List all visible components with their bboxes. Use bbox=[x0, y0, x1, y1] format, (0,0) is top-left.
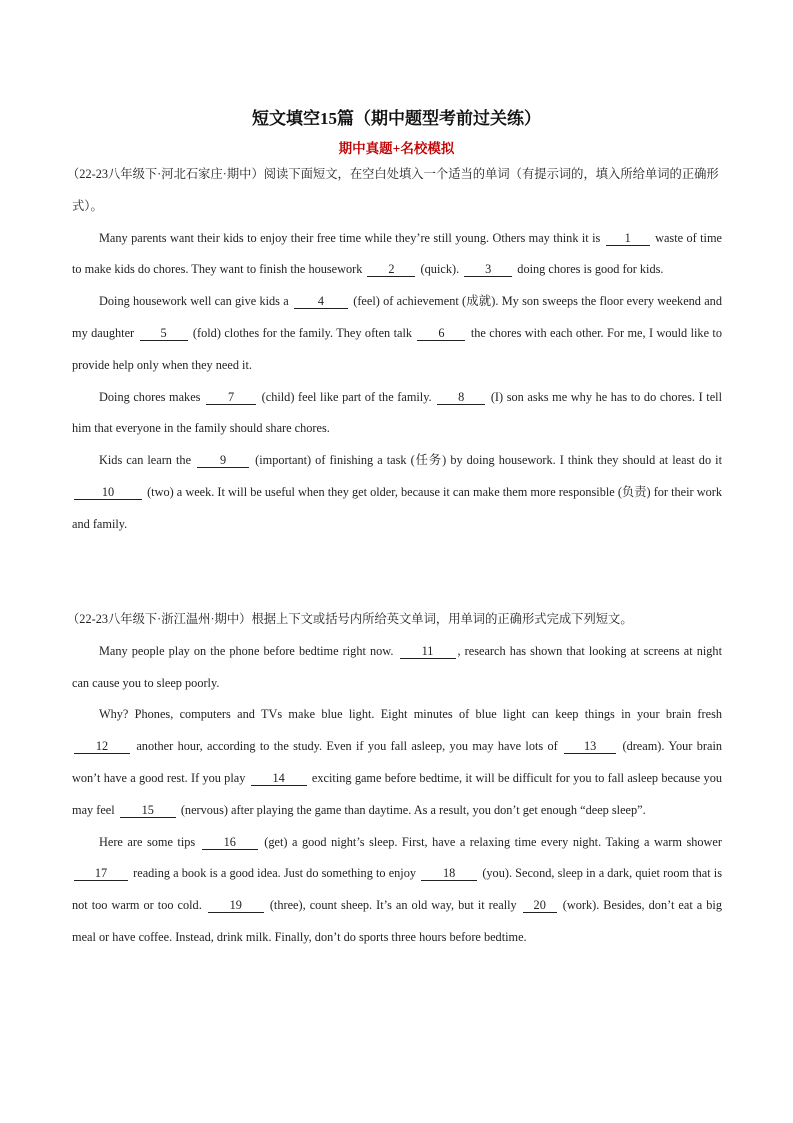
answer-blank[interactable]: 2 bbox=[367, 262, 415, 277]
answer-blank[interactable]: 3 bbox=[464, 262, 512, 277]
answer-blank[interactable]: 10 bbox=[74, 485, 142, 500]
text-run: (dream). Your brain won’t have a good rest. If you play bbox=[72, 739, 723, 785]
passage-1-paragraph bbox=[72, 382, 722, 446]
answer-blank[interactable]: 12 bbox=[74, 739, 130, 754]
page-subtitle: 期中真题+名校模拟 bbox=[338, 141, 455, 156]
text-run: (child) feel like part of the family. bbox=[258, 389, 436, 404]
answer-blank[interactable]: 8 bbox=[437, 390, 485, 405]
text-run: exciting game before bedtime, it will be difficult for you to fall asleep because you may feel bbox=[72, 770, 722, 817]
text-run: Here are some tips bbox=[99, 834, 200, 849]
text-run: (fold) clothes for the family. They often talk bbox=[189, 325, 416, 340]
answer-blank[interactable]: 6 bbox=[417, 326, 465, 341]
text-run: , research has shown that looking at screens at night can cause you to sleep poorly. bbox=[72, 643, 722, 690]
text-run: reading a book is a good idea. Just do something to enjoy bbox=[130, 866, 420, 881]
answer-blank[interactable]: 14 bbox=[251, 771, 307, 786]
text-run: Doing chores makes bbox=[99, 389, 205, 404]
answer-blank[interactable]: 11 bbox=[400, 644, 456, 659]
passage-2-paragraph bbox=[72, 827, 722, 954]
passage-1-intro: （22-23八年级下·河北石家庄·期中）阅读下面短文，在空白处填入一个适当的单词（有提示词的，填入所给单词的正确形式）。 bbox=[67, 167, 719, 213]
passage-2-paragraph bbox=[72, 699, 722, 826]
text-run: (I) son asks me why he has to do chores. I tell him that everyone in the family should share chores. bbox=[72, 389, 722, 436]
text-run: (feel) of achievement (成就). My son sweeps the floor every weekend and my daughter bbox=[72, 294, 722, 340]
text-run: (quick). bbox=[417, 262, 463, 277]
text-run: another hour, according to the study. Even if you fall asleep, you may have lots of bbox=[132, 739, 563, 754]
text-run: (get) a good night’s sleep. First, have a relaxing time every night. Taking a warm shower bbox=[259, 834, 722, 849]
passage-1-paragraph bbox=[72, 445, 722, 540]
text-run: (three), count sheep. It’s an old way, but it really bbox=[265, 898, 521, 913]
passage-2-paragraph bbox=[72, 636, 722, 700]
answer-blank[interactable]: 13 bbox=[564, 739, 616, 754]
answer-blank[interactable]: 18 bbox=[421, 866, 477, 881]
answer-blank[interactable]: 4 bbox=[294, 294, 348, 309]
text-run: (important) of finishing a task (任务) by doing housework. I think they should at least do it bbox=[251, 453, 722, 468]
page-title: 短文填空15篇（期中题型考前过关练） bbox=[252, 109, 541, 128]
text-run: (work). Besides, don’t eat a big meal or have coffee. Instead, drink milk. Finally, don’t do sports three hours before bedtime. bbox=[72, 898, 722, 944]
text-run: waste of time to make kids do chores. They want to finish the housework bbox=[72, 230, 722, 277]
text-run: the chores with each other. For me, I would like to provide help only when they need it. bbox=[72, 325, 722, 372]
answer-blank[interactable]: 16 bbox=[202, 835, 258, 850]
passage-2 bbox=[67, 604, 723, 954]
passage-2-intro: （22-23八年级下·浙江温州·期中）根据上下文或括号内所给英文单词，用单词的正确形式完成下列短文。 bbox=[67, 612, 633, 626]
answer-blank[interactable]: 19 bbox=[208, 898, 264, 913]
answer-blank[interactable]: 7 bbox=[206, 390, 256, 405]
text-run: (you). Second, sleep in a dark, quiet room that is not too warm or too cold. bbox=[72, 866, 722, 913]
answer-blank[interactable]: 15 bbox=[120, 803, 176, 818]
answer-blank[interactable]: 9 bbox=[197, 453, 249, 468]
text-run: doing chores is good for kids. bbox=[514, 262, 664, 277]
passage-1-paragraph bbox=[72, 223, 722, 287]
text-run: Why? Phones, computers and TVs make blue light. Eight minutes of blue light can keep things in your brain fresh bbox=[99, 707, 722, 722]
text-run: Many parents want their kids to enjoy their free time while they’re still young. Others may think it is bbox=[99, 230, 604, 245]
answer-blank[interactable]: 20 bbox=[523, 898, 557, 913]
text-run: Doing housework well can give kids a bbox=[99, 294, 292, 309]
text-run: (two) a week. It will be useful when they get older, because it can make them more responsible (负责) for their work and family. bbox=[72, 484, 722, 531]
text-run: Many people play on the phone before bedtime right now. bbox=[99, 643, 398, 658]
text-run: (nervous) after playing the game than daytime. As a result, you don’t get enough “deep sleep”. bbox=[177, 802, 646, 817]
answer-blank[interactable]: 1 bbox=[606, 231, 650, 246]
passage-1 bbox=[67, 159, 722, 541]
answer-blank[interactable]: 17 bbox=[74, 866, 128, 881]
answer-blank[interactable]: 5 bbox=[140, 326, 188, 341]
text-run: Kids can learn the bbox=[99, 453, 196, 468]
passage-1-paragraph bbox=[72, 286, 722, 381]
